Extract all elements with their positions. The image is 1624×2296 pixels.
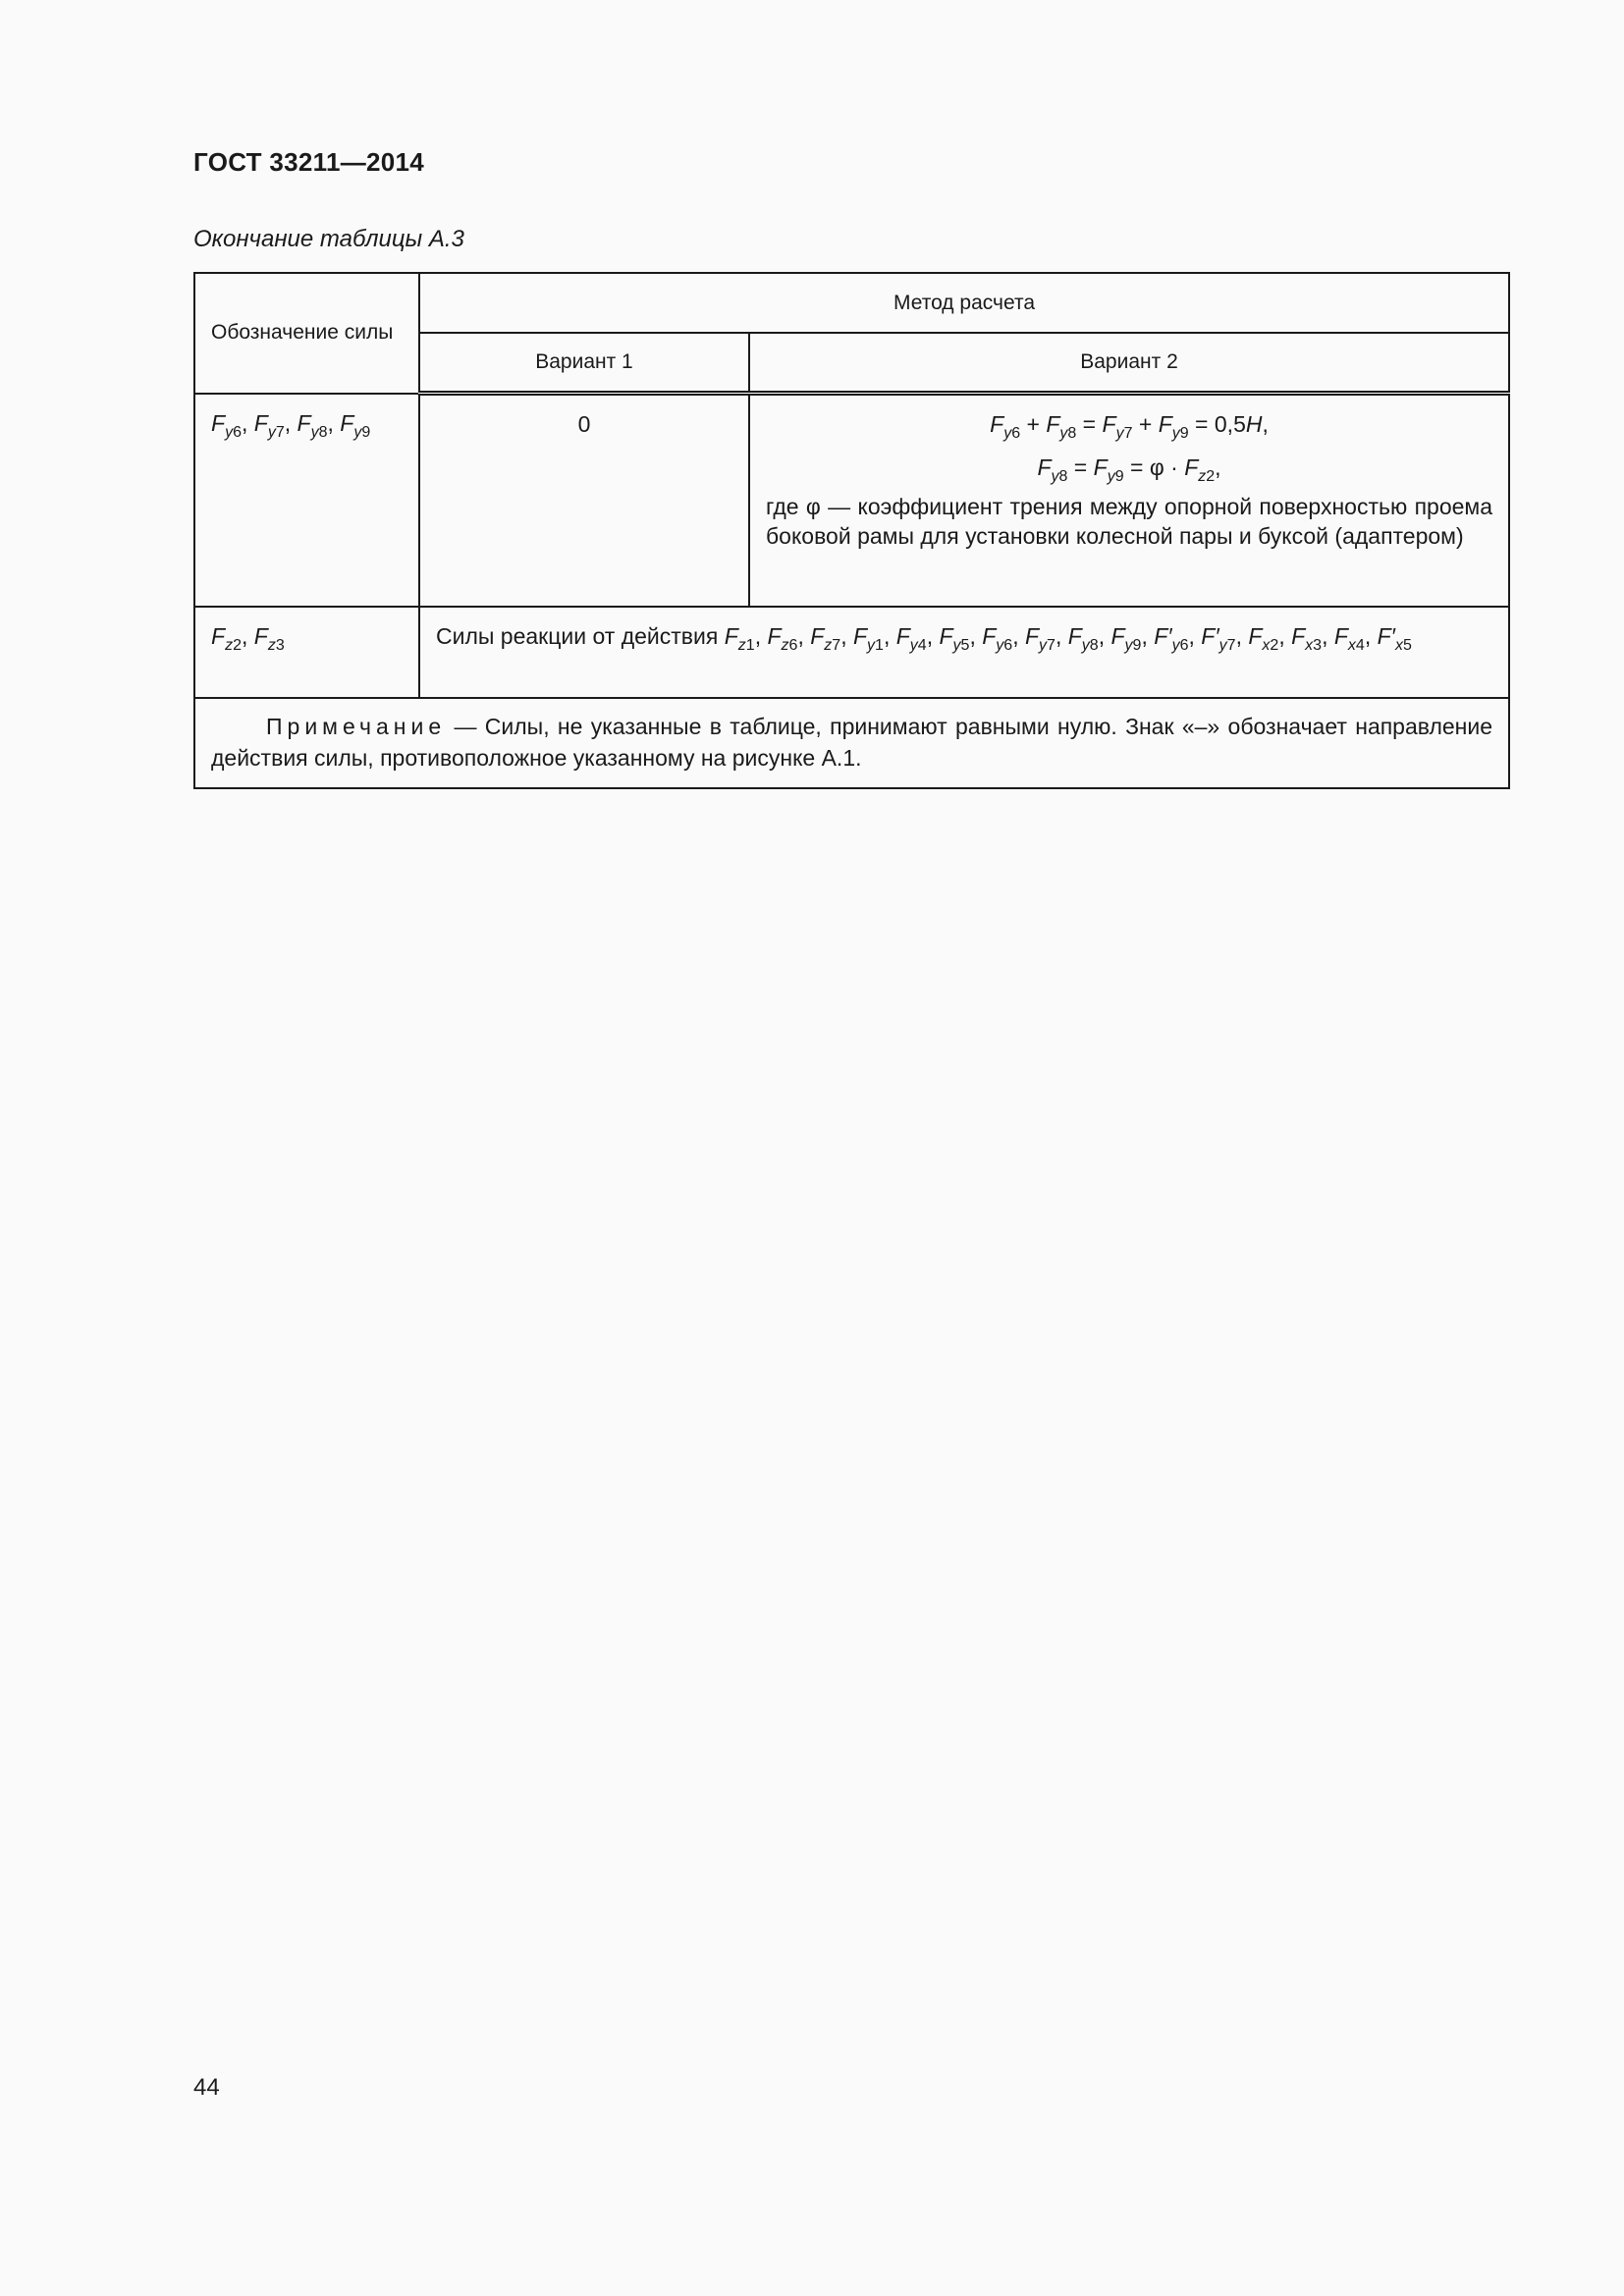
formula-sum: $F_{y6} + F_{y8} = F_{y7} + F_{y9} = 0,5H$,	[990, 411, 1269, 442]
header-calculation-method: Метод расчета	[419, 273, 1509, 333]
note-label: Примечание	[266, 714, 447, 739]
variant-1-value: 0	[419, 394, 749, 608]
reaction-forces-cell: Силы реакции от действия $F_{z1}$, $F_{z6}$, $F_{z7}$, $F_{y1}$, $F_{y4}$, $F_{y5}$, $F_{y6}$, $F_{y7}$, $F_{y8}$, $F_{y9}$, $F'_{y6}$, $F'_{y7}$, $F_{x2}$, $F_{x3}$, $F_{x4}$, $F'_{x5}$	[419, 607, 1509, 698]
header-variant-2: Вариант 2	[749, 333, 1509, 394]
note-text	[211, 711, 1492, 774]
formula-friction: $F_{y8} = F_{y9} = \varphi \cdot F_{z2}$,	[1037, 454, 1221, 485]
forces-table	[193, 272, 1510, 789]
document-id: ГОСТ 33211—2014	[193, 147, 425, 177]
note-row	[194, 698, 1509, 788]
table-row	[194, 394, 1509, 608]
header-force-designation: Обозначение силы	[194, 273, 419, 394]
header-variant-1: Вариант 1	[419, 333, 749, 394]
designation-cell: $F_{y6}$, $F_{y7}$, $F_{y8}$, $F_{y9}$	[194, 394, 419, 608]
table-caption: Окончание таблицы А.3	[193, 226, 464, 252]
variant-2-cell	[749, 394, 1509, 608]
note-cell	[194, 698, 1509, 788]
note-body: — Силы, не указанные в таблице, принимают равными нулю. Знак «–» обозначает направление действия силы, противоположное указанному на рисунке А.1.	[211, 714, 1493, 771]
page-number: 44	[193, 2074, 220, 2101]
designation-cell: $F_{z2}$, $F_{z3}$	[194, 607, 419, 698]
table-row	[194, 607, 1509, 698]
formula-explanation: где φ — коэффициент трения между опорной поверхностью проема боковой рамы для установки колесной пары и буксой (адаптером)	[766, 494, 1493, 549]
